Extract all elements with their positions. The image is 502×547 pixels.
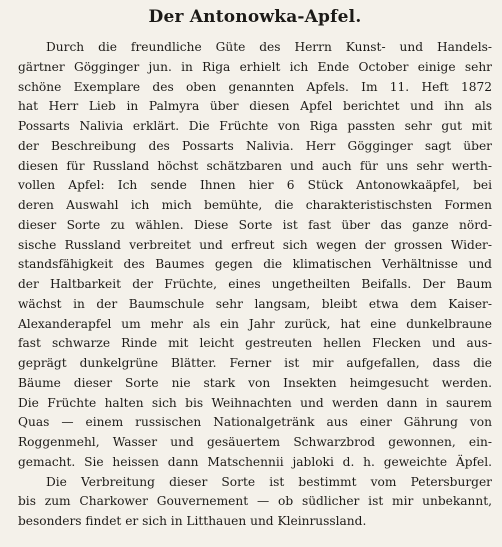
text-line: der Beschreibung des Possarts Nalivia. Herr Gögginger sagt über — [18, 138, 492, 153]
text-line: dieser Sorte zu wählen. Diese Sorte ist fast über das ganze nörd- — [18, 217, 492, 232]
text-line: geprägt dunkelgrüne Blätter. Ferner ist mir aufgefallen, dass die — [18, 356, 492, 370]
text-line: Die Verbreitung dieser Sorte ist bestimmt vom Petersburger — [46, 474, 492, 489]
text-line: Quas — einem russischen Nationalgetränk aus einer Gährung von — [18, 415, 492, 430]
article-body — [18, 38, 492, 532]
text-line: deren Auswahl ich mich bemühte, die charakteristischsten Formen — [18, 198, 492, 212]
text-line: schöne Exemplare des oben genannten Apfels. Im 11. Heft 1872 — [18, 79, 492, 94]
text-line: Possarts Nalivia erklärt. Die Früchte von Riga passten sehr gut mit — [18, 119, 492, 133]
text-line: diesen für Russland höchst schätzbaren und auch für uns sehr werth- — [18, 158, 492, 173]
text-line: vollen Apfel: Ich sende Ihnen hier 6 Stück Antonowkaäpfel, bei — [18, 178, 492, 193]
text-line: gärtner Gögginger jun. in Riga erhielt ich Ende October einige sehr — [18, 59, 492, 74]
text-line: fast schwarze Rinde mit leicht gestreuten hellen Flecken und aus- — [18, 336, 492, 351]
text-line: wächst in der Baumschule sehr langsam, bleibt etwa dem Kaiser- — [18, 296, 492, 311]
text-line: Alexanderapfel um mehr als ein Jahr zurück, hat eine dunkelbraune — [18, 316, 492, 331]
text-line: Die Früchte halten sich bis Weihnachten und werden dann in saurem — [18, 395, 492, 410]
text-line: gemacht. Sie heissen dann Matschennii jabloki d. h. geweichte Äpfel. — [18, 454, 492, 469]
text-line: Durch die freundliche Güte des Herrn Kunst- und Handels- — [46, 40, 492, 54]
text-line: der Haltbarkeit der Früchte, eines ungetheilten Beifalls. Der Baum — [18, 277, 492, 291]
text-line: standsfähigkeit des Baumes gegen die klimatischen Verhältnisse und — [18, 257, 492, 272]
article-title: Der Antonowka-Apfel. — [148, 7, 362, 27]
text-line: Bäume dieser Sorte nie stark von Insekten heimgesucht werden. — [18, 375, 492, 390]
text-line: sische Russland verbreitet und erfreut sich wegen der grossen Wider- — [18, 237, 492, 252]
text-line: besonders findet er sich in Litthauen und Kleinrussland. — [18, 514, 367, 528]
text-line: hat Herr Lieb in Palmyra über diesen Apfel berichtet und ihn als — [18, 99, 492, 114]
text-line: Roggenmehl, Wasser und gesäuertem Schwarzbrod gewonnen, ein- — [18, 435, 492, 449]
text-line: bis zum Charkower Gouvernement — ob südlicher ist mir unbekannt, — [18, 494, 492, 509]
